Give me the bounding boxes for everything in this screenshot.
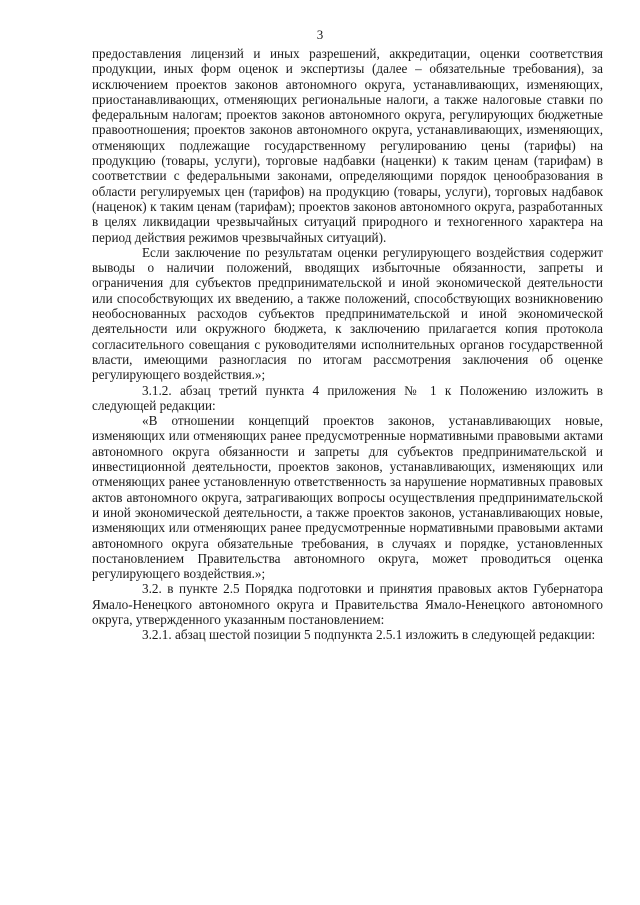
paragraph-clause-3-2-1: 3.2.1. абзац шестой позиции 5 подпункта 2.5.1 изложить в следующей редакции: xyxy=(142,627,596,643)
page-number: 3 xyxy=(316,27,324,42)
paragraph-conclusion: Если заключение по результатам оценки регулирующего воздействия содержит выводы о наличии положений, вводящих избыточные обязанности, запреты и ограничения для субъектов предпринимательской и иной экономической деятельности или способствующих их введению, а также положений, способствующих возникновению необоснованных расходов субъектов предпринимательской и иной экономической деятельности или окружного бюджета, к заключению прилагается копия протокола согласительного совещания с руководителями исполнительных органов государственной власти, имеющими разногласия по итогам рассмотрения заключения об оценке регулирующего воздействия.»; xyxy=(92,244,603,383)
paragraph-quoted-text: «В отношении концепций проектов законов, устанавливающих новые, изменяющих или отменяющих ранее предусмотренные нормативными правовыми актами автономного округа обязанности и запреты для субъектов предпринимательской и инвестиционной деятельности, проектов законов, устанавливающих, изменяющих или отменяющих ранее установленную ответственность за нарушение нормативных правовых актов автономного округа, затрагивающих вопросы осуществления предпринимательской и иной экономической деятельности, а также проектов законов, устанавливающих новые, изменяющих или отменяющих ранее предусмотренные нормативными правовыми актами автономного округа обязательные требования, в случаях и порядке, установленных постановлением Правительства автономного округа, может проводиться оценка регулирующего воздействия.»; xyxy=(92,413,603,582)
paragraph-continuation: предоставления лицензий и иных разрешений, аккредитации, оценки соответствия продукции, иных форм оценок и экспертизы (далее – обязательные требования), за исключением проектов законов автономного округа, устанавливающих, изменяющих, приостанавливающих, отменяющих региональные налоги, а также налоговые ставки по федеральным налогам; проектов законов автономного округа, регулирующих бюджетные правоотношения; проектов законов автономного округа, устанавливающих, изменяющих, отменяющих подлежащие государственному регулированию цены (тарифы) на продукцию (товары, услуги), торговые надбавки (наценки) к таким ценам (тарифам) в соответствии с федеральными законами, определяющими порядок ценообразования в области регулируемых цен (тарифов) на продукцию (товары, услуги), торговых надбавок (наценок) к таким ценам (тарифам); проектов законов автономного округа, разработанных в целях ликвидации чрезвычайных ситуаций природного и техногенного характера на период действия режимов чрезвычайных ситуаций). xyxy=(92,46,603,245)
paragraph-clause-3-1-2: 3.1.2. абзац третий пункта 4 приложения № 1 к Положению изложить в следующей редакции: xyxy=(92,382,603,413)
paragraph-clause-3-2: 3.2. в пункте 2.5 Порядка подготовки и принятия правовых актов Губернатора Ямало-Ненецкого автономного округа и Правительства Ямало-Ненецкого автономного округа, утвержденного указанным постановлением: xyxy=(92,581,603,627)
document-body xyxy=(92,46,603,643)
